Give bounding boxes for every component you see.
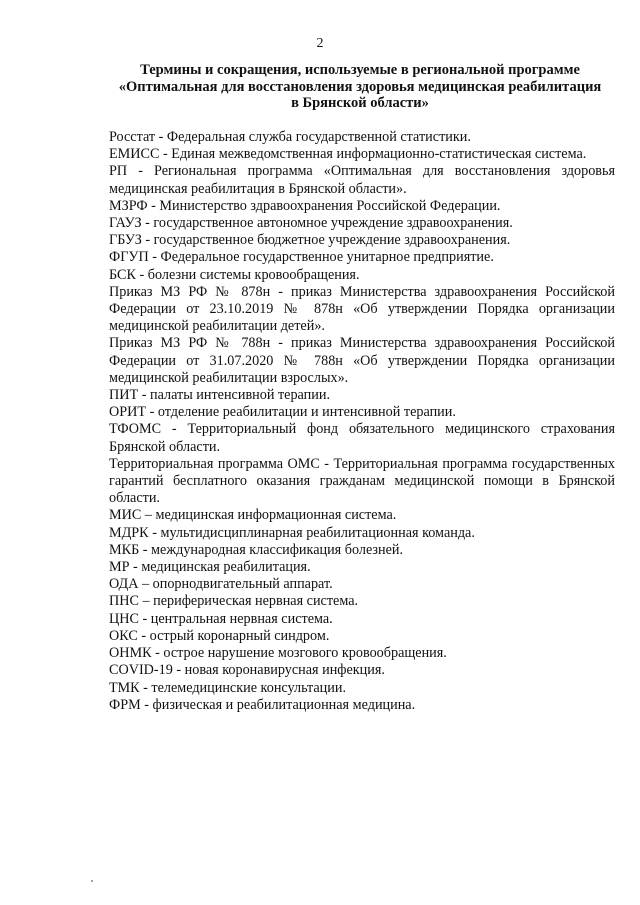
- scan-artifact: [91, 880, 93, 882]
- term-item: ОДА – опорнодвигательный аппарат.: [109, 576, 333, 593]
- term-item: ПИТ - палаты интенсивной терапии.: [109, 387, 330, 404]
- term-item: ГАУЗ - государственное автономное учреждение здравоохранения.: [109, 215, 513, 232]
- term-item: ЕМИСС - Единая межведомственная информационно-статистическая система.: [109, 146, 587, 163]
- term-item: ТМК - телемедицинские консультации.: [109, 679, 346, 696]
- term-item: Территориальная программа ОМС - Территориальная программа государственных гарантий бесплатного оказания гражданам медицинской помощи в Брянской области.: [109, 455, 615, 507]
- term-item: МЗРФ - Министерство здравоохранения Российской Федерации.: [109, 197, 501, 214]
- term-item: ОКС - острый коронарный синдром.: [109, 627, 330, 644]
- term-item: Росстат - Федеральная служба государственной статистики.: [109, 129, 471, 145]
- title-line: в Брянской области»: [291, 95, 429, 111]
- page-number: 2: [316, 36, 324, 51]
- term-item: ФРМ - физическая и реабилитационная медицина.: [109, 696, 416, 713]
- term-item: ЦНС - центральная нервная система.: [109, 610, 333, 627]
- term-item: МИС – медицинская информационная система.: [109, 507, 397, 524]
- term-item: МДРК - мультидисциплинарная реабилитационная команда.: [109, 524, 475, 541]
- term-item: ТФОМС - Территориальный фонд обязательного медицинского страхования Брянской области.: [109, 421, 615, 455]
- title-line: «Оптимальная для восстановления здоровья медицинская реабилитация: [118, 78, 602, 95]
- term-item: МР - медицинская реабилитация.: [109, 559, 311, 576]
- term-item: ФГУП - Федеральное государственное унитарное предприятие.: [109, 249, 494, 266]
- term-item: ПНС – периферическая нервная система.: [109, 593, 359, 610]
- term-item: МКБ - международная классификация болезней.: [109, 541, 404, 558]
- term-item: Приказ МЗ РФ № 878н - приказ Министерства здравоохранения Российской Федерации от 23.10.2019 № 878н «Об утверждении Порядка организации медицинской реабилитации детей».: [109, 283, 615, 335]
- term-item: COVID-19 - новая коронавирусная инфекция.: [109, 662, 385, 679]
- title-line: Термины и сокращения, используемые в региональной программе: [140, 62, 580, 78]
- term-item: ОНМК - острое нарушение мозгового кровообращения.: [109, 645, 447, 662]
- term-item: БСК - болезни системы кровообращения.: [109, 266, 360, 283]
- term-item: ОРИТ - отделение реабилитации и интенсивной терапии.: [109, 404, 456, 421]
- term-item: ГБУЗ - государственное бюджетное учреждение здравоохранения.: [109, 232, 511, 249]
- term-item: РП - Региональная программа «Оптимальная для восстановления здоровья медицинская реабилитация в Брянской области».: [109, 163, 615, 197]
- document-title: [100, 62, 620, 112]
- terms-list: [109, 129, 615, 714]
- term-item: Приказ МЗ РФ № 788н - приказ Министерства здравоохранения Российской Федерации от 31.07.2020 № 788н «Об утверждении Порядка организации медицинской реабилитации взрослых».: [109, 335, 615, 386]
